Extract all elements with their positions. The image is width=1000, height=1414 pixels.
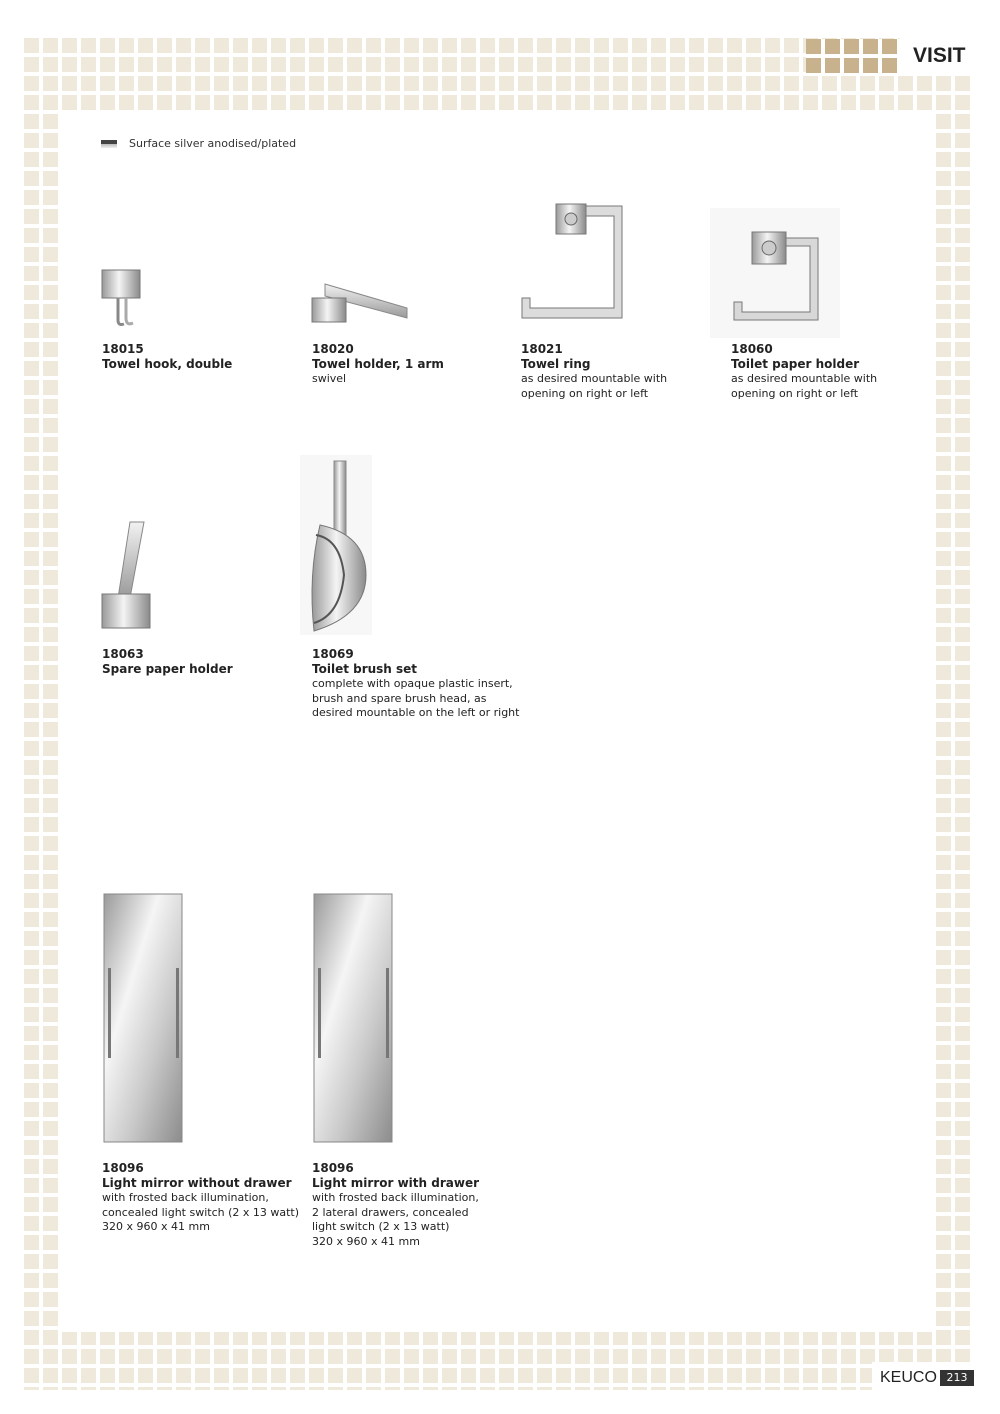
surface-legend xyxy=(101,137,296,150)
product-code: 18069 xyxy=(312,647,354,661)
product-18020 xyxy=(312,342,512,387)
product-desc: swivel xyxy=(312,372,347,385)
product-code: 18060 xyxy=(731,342,773,356)
toilet-brush-set-image xyxy=(300,455,372,635)
section-title: VISIT xyxy=(913,44,966,67)
product-18015 xyxy=(102,342,302,372)
product-name: Toilet paper holder xyxy=(731,356,860,371)
product-18021 xyxy=(521,342,721,401)
toilet-paper-holder-image xyxy=(710,208,840,338)
product-name: Towel holder, 1 arm xyxy=(312,356,444,371)
product-18069 xyxy=(312,647,532,721)
product-18096-without-drawer xyxy=(102,1161,302,1235)
product-18063 xyxy=(102,647,302,677)
towel-hook-double-image xyxy=(100,268,145,330)
product-desc: as desired mountable with opening on right or left xyxy=(731,372,878,400)
product-desc: as desired mountable with opening on right or left xyxy=(521,372,668,400)
product-name: Towel ring xyxy=(521,356,591,371)
product-code: 18021 xyxy=(521,342,563,356)
product-code: 18015 xyxy=(102,342,144,356)
product-code: 18096 xyxy=(102,1161,144,1175)
towel-holder-image xyxy=(310,282,410,326)
product-18096-with-drawer xyxy=(312,1161,512,1249)
product-code: 18020 xyxy=(312,342,354,356)
product-code: 18063 xyxy=(102,647,144,661)
page-number: 213 xyxy=(940,1370,974,1386)
light-mirror-with-drawer-image xyxy=(312,892,394,1144)
brand-logo: KEUCO xyxy=(880,1369,937,1386)
product-code: 18096 xyxy=(312,1161,354,1175)
product-name: Spare paper holder xyxy=(102,661,233,676)
product-name: Light mirror without drawer xyxy=(102,1175,292,1190)
spare-paper-holder-image xyxy=(100,520,156,632)
product-desc: with frosted back illumination, 2 lateral drawers, concealed light switch (2 x 13 watt) 320 x 960 x 41 mm xyxy=(312,1191,479,1248)
product-name: Towel hook, double xyxy=(102,356,233,371)
product-name: Toilet brush set xyxy=(312,661,418,676)
product-desc: with frosted back illumination, concealed light switch (2 x 13 watt) 320 x 960 x 41 mm xyxy=(102,1191,300,1233)
product-name: Light mirror with drawer xyxy=(312,1175,480,1190)
product-desc: complete with opaque plastic insert, brush and spare brush head, as desired mountable on the left or right xyxy=(312,677,520,719)
towel-ring-image xyxy=(520,202,626,326)
section-tiles-decoration xyxy=(806,39,901,73)
light-mirror-without-drawer-image xyxy=(102,892,184,1144)
product-18060 xyxy=(731,342,931,401)
legend-text: Surface silver anodised/plated xyxy=(129,137,297,150)
silver-swatch-icon xyxy=(101,140,117,148)
